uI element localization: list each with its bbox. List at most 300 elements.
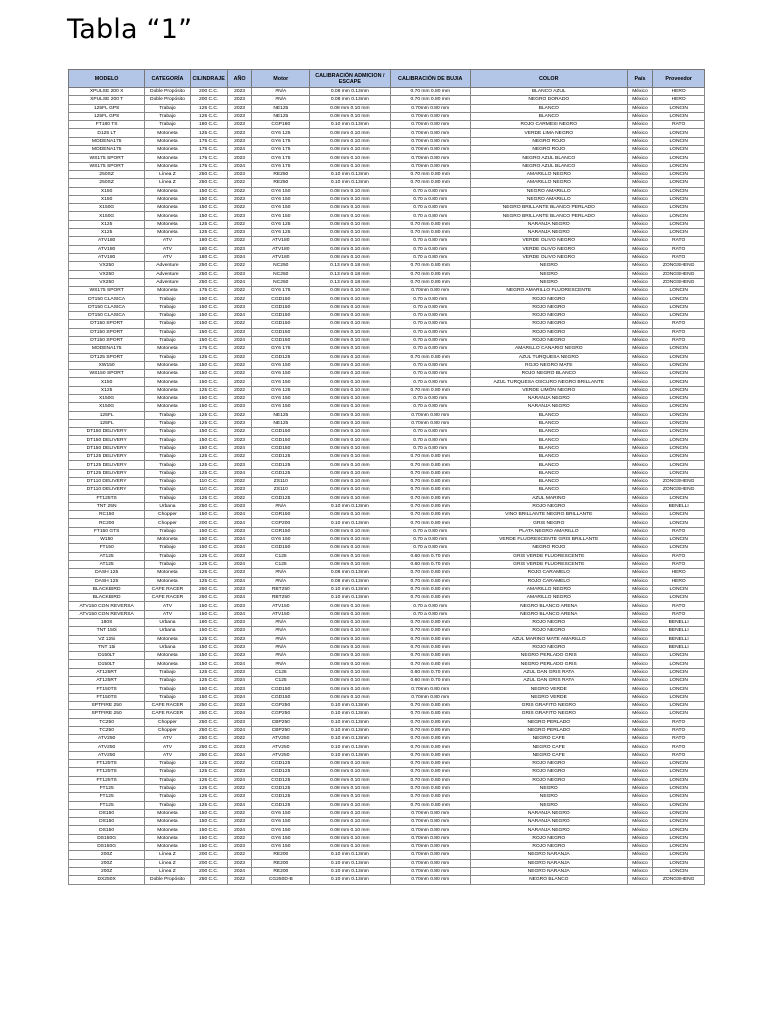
- cell-calibracion-admicion: 0.08 mm 0.10 mm: [310, 494, 390, 502]
- cell-proveedor: LONCIN: [653, 146, 705, 154]
- cell-motor: CGD150: [252, 444, 310, 452]
- cell-pais: México: [627, 560, 653, 568]
- cell-motor: GY6 175: [252, 154, 310, 162]
- cell-motor: NE125: [252, 104, 310, 112]
- cell-modelo: DASH 125: [69, 569, 145, 577]
- cell-anio: 2024: [227, 146, 252, 154]
- cell-pais: México: [627, 195, 653, 203]
- cell-motor: CGD150: [252, 428, 310, 436]
- cell-cilindraje: 150 C.C.: [190, 212, 227, 220]
- cell-categoria: Trabajo: [145, 677, 190, 685]
- cell-color: ROJO NEGRO: [470, 502, 627, 510]
- cell-proveedor: LONCIN: [653, 428, 705, 436]
- cell-calibracion-admicion: 0.08 mm 0.10 mm: [310, 345, 390, 353]
- cell-motor: ATV180: [252, 253, 310, 261]
- cell-anio: 2024: [227, 544, 252, 552]
- cell-modelo: ATV250: [69, 735, 145, 743]
- cell-cilindraje: 150 C.C.: [190, 834, 227, 842]
- cell-color: GRIS VERDE FLUORESCENTE: [470, 552, 627, 560]
- cell-color: ROJO NEGRO: [470, 320, 627, 328]
- table-row: [69, 436, 705, 444]
- cell-motor: GY6 150: [252, 394, 310, 402]
- cell-anio: 2022: [227, 370, 252, 378]
- cell-pais: México: [627, 776, 653, 784]
- cell-calibracion-bujia: 0.70 a 0.80 mm: [390, 195, 470, 203]
- cell-calibracion-bujia: 0.70 mm 0.80 mm: [390, 477, 470, 485]
- cell-modelo: MODENA175: [69, 345, 145, 353]
- cell-motor: NC250: [252, 278, 310, 286]
- cell-color: NEGRO PERLADO: [470, 718, 627, 726]
- cell-motor: #N/A: [252, 619, 310, 627]
- cell-pais: México: [627, 345, 653, 353]
- cell-pais: México: [627, 104, 653, 112]
- cell-categoria: ATV: [145, 751, 190, 759]
- table-row: [69, 735, 705, 743]
- cell-calibracion-admicion: 0.10 mm 0.13mm: [310, 710, 390, 718]
- cell-categoria: Adventure: [145, 278, 190, 286]
- cell-pais: México: [627, 486, 653, 494]
- cell-pais: México: [627, 569, 653, 577]
- cell-pais: México: [627, 461, 653, 469]
- cell-motor: C125: [252, 677, 310, 685]
- cell-cilindraje: 200 C.C.: [190, 519, 227, 527]
- cell-anio: 2023: [227, 212, 252, 220]
- cell-calibracion-bujia: 0.70mm 0.80 mm: [390, 129, 470, 137]
- cell-calibracion-bujia: 0.70 mm 0.80 mm: [390, 751, 470, 759]
- cell-calibracion-admicion: 0.08 mm 0.10 mm: [310, 187, 390, 195]
- table-row: [69, 834, 705, 842]
- table-row: [69, 245, 705, 253]
- cell-cilindraje: 250 C.C.: [190, 594, 227, 602]
- cell-categoria: Trabajo: [145, 104, 190, 112]
- cell-calibracion-admicion: 0.08 mm 0.10 mm: [310, 204, 390, 212]
- cell-motor: CGD150: [252, 328, 310, 336]
- cell-modelo: DT125 DELIVERY: [69, 461, 145, 469]
- cell-proveedor: LONCIN: [653, 701, 705, 709]
- cell-anio: 2022: [227, 187, 252, 195]
- table-row: [69, 195, 705, 203]
- cell-pais: México: [627, 245, 653, 253]
- cell-anio: 2022: [227, 386, 252, 394]
- table-row: [69, 170, 705, 178]
- cell-color: NEGRO CAFE: [470, 751, 627, 759]
- table-row: [69, 610, 705, 618]
- cell-calibracion-admicion: 0.08 mm 0.13mm: [310, 88, 390, 96]
- cell-pais: México: [627, 851, 653, 859]
- cell-modelo: X150G: [69, 212, 145, 220]
- cell-color: NEGRO BLANCO: [470, 876, 627, 884]
- cell-calibracion-bujia: 0.70 mm 0.80 mm: [390, 486, 470, 494]
- cell-modelo: DT150 DELIVERY: [69, 444, 145, 452]
- cell-color: NEGRO AMARILLO: [470, 195, 627, 203]
- cell-motor: ATV180: [252, 245, 310, 253]
- cell-motor: GY6 150: [252, 826, 310, 834]
- cell-proveedor: ZONGSHENG: [653, 477, 705, 485]
- cell-calibracion-admicion: 0.08 mm 0.10 mm: [310, 237, 390, 245]
- cell-color: ROJO NEGRO: [470, 312, 627, 320]
- cell-motor: CGD125: [252, 494, 310, 502]
- cell-categoria: Trabajo: [145, 444, 190, 452]
- cell-color: NEGRO: [470, 278, 627, 286]
- cell-proveedor: LONCIN: [653, 760, 705, 768]
- table-row: [69, 577, 705, 585]
- table-row: [69, 685, 705, 693]
- cell-modelo: FT125: [69, 793, 145, 801]
- cell-motor: CGD150: [252, 544, 310, 552]
- cell-anio: 2023: [227, 195, 252, 203]
- cell-color: ROJO CARMESI NEGRO: [470, 121, 627, 129]
- table-row: [69, 121, 705, 129]
- table-row: [69, 88, 705, 96]
- cell-motor: GY6 175: [252, 146, 310, 154]
- cell-proveedor: RATO: [653, 735, 705, 743]
- cell-pais: México: [627, 320, 653, 328]
- cell-cilindraje: 150 C.C.: [190, 544, 227, 552]
- cell-anio: 2023: [227, 585, 252, 593]
- cell-categoria: ATV: [145, 743, 190, 751]
- cell-cilindraje: 250 C.C.: [190, 718, 227, 726]
- cell-modelo: XPULSE 200 X: [69, 88, 145, 96]
- cell-pais: México: [627, 112, 653, 120]
- table-row: [69, 635, 705, 643]
- cell-calibracion-bujia: 0.70 a 0.80 mm: [390, 204, 470, 212]
- cell-color: BLANCO: [470, 104, 627, 112]
- cell-modelo: DS150: [69, 809, 145, 817]
- cell-proveedor: LONCIN: [653, 494, 705, 502]
- cell-anio: 2023: [227, 668, 252, 676]
- cell-calibracion-bujia: 0.70 mm 0.80 mm: [390, 627, 470, 635]
- cell-anio: 2024: [227, 312, 252, 320]
- table-row: [69, 768, 705, 776]
- cell-color: NEGRO NARANJA: [470, 867, 627, 875]
- cell-modelo: AT125: [69, 560, 145, 568]
- cell-calibracion-admicion: 0.08 mm 0.10 mm: [310, 693, 390, 701]
- cell-modelo: TC250: [69, 726, 145, 734]
- cell-motor: ATV150: [252, 610, 310, 618]
- table-row: [69, 818, 705, 826]
- cell-motor: CGR150: [252, 527, 310, 535]
- cell-calibracion-bujia: 0.70 mm 0.80 mm: [390, 170, 470, 178]
- cell-calibracion-bujia: 0.70mm 0.80 mm: [390, 162, 470, 170]
- cell-calibracion-admicion: 0.08 mm 0.10 mm: [310, 818, 390, 826]
- cell-categoria: CAFE RACER: [145, 585, 190, 593]
- cell-calibracion-bujia: 0.70mm 0.80 mm: [390, 685, 470, 693]
- cell-calibracion-bujia: 0.70 a 0.80 mm: [390, 312, 470, 320]
- cell-calibracion-admicion: 0.08 mm 0.10 mm: [310, 394, 390, 402]
- cell-anio: 2023: [227, 619, 252, 627]
- cell-color: ROJO NEGRO: [470, 619, 627, 627]
- cell-pais: México: [627, 453, 653, 461]
- cell-calibracion-admicion: 0.08 mm 0.10 mm: [310, 536, 390, 544]
- cell-proveedor: LONCIN: [653, 295, 705, 303]
- cell-motor: CGD125: [252, 469, 310, 477]
- cell-proveedor: RATO: [653, 328, 705, 336]
- cell-calibracion-admicion: 0.08 mm 0.10 mm: [310, 312, 390, 320]
- cell-proveedor: LONCIN: [653, 162, 705, 170]
- table-row: [69, 154, 705, 162]
- cell-calibracion-admicion: 0.10 mm 0.13mm: [310, 859, 390, 867]
- cell-anio: 2024: [227, 826, 252, 834]
- cell-motor: CGD125: [252, 793, 310, 801]
- cell-motor: CGD125: [252, 353, 310, 361]
- cell-pais: México: [627, 536, 653, 544]
- cell-modelo: FT150TS: [69, 685, 145, 693]
- cell-pais: México: [627, 96, 653, 104]
- cell-calibracion-bujia: 0.70 a 0.80 mm: [390, 212, 470, 220]
- cell-modelo: FT125: [69, 784, 145, 792]
- cell-categoria: Adventure: [145, 262, 190, 270]
- cell-pais: México: [627, 336, 653, 344]
- cell-cilindraje: 125 C.C.: [190, 635, 227, 643]
- cell-modelo: DT150 SPORT: [69, 328, 145, 336]
- cell-anio: 2023: [227, 569, 252, 577]
- cell-modelo: 200Z: [69, 851, 145, 859]
- cell-cilindraje: 125 C.C.: [190, 677, 227, 685]
- cell-modelo: 125FL GPS: [69, 104, 145, 112]
- cell-calibracion-bujia: 0.70 mm 0.80 mm: [390, 801, 470, 809]
- cell-proveedor: RATO: [653, 121, 705, 129]
- cell-categoria: Línea Z: [145, 851, 190, 859]
- cell-categoria: Trabajo: [145, 527, 190, 535]
- cell-calibracion-bujia: 0.70 mm 0.80 mm: [390, 386, 470, 394]
- cell-cilindraje: 110 C.C.: [190, 486, 227, 494]
- cell-categoria: Doble Propósito: [145, 88, 190, 96]
- cell-proveedor: LONCIN: [653, 229, 705, 237]
- cell-anio: 2022: [227, 809, 252, 817]
- cell-modelo: ATV250: [69, 743, 145, 751]
- cell-motor: GY6 150: [252, 536, 310, 544]
- cell-modelo: MODENA175: [69, 146, 145, 154]
- cell-cilindraje: 250 C.C.: [190, 710, 227, 718]
- cell-cilindraje: 150 C.C.: [190, 195, 227, 203]
- cell-anio: 2024: [227, 677, 252, 685]
- cell-cilindraje: 250 C.C.: [190, 262, 227, 270]
- cell-calibracion-admicion: 0.08 mm 0.10 mm: [310, 320, 390, 328]
- cell-categoria: CAFE RACER: [145, 594, 190, 602]
- cell-calibracion-admicion: 0.08 mm 0.10 mm: [310, 403, 390, 411]
- cell-motor: CGD125: [252, 784, 310, 792]
- cell-calibracion-bujia: 0.70 mm 0.80 mm: [390, 710, 470, 718]
- cell-anio: 2023: [227, 859, 252, 867]
- cell-proveedor: BENELLI: [653, 643, 705, 651]
- cell-cilindraje: 250 C.C.: [190, 735, 227, 743]
- cell-pais: México: [627, 544, 653, 552]
- cell-motor: CGD150: [252, 295, 310, 303]
- cell-color: NEGRO CAFE: [470, 735, 627, 743]
- cell-anio: 2023: [227, 229, 252, 237]
- cell-cilindraje: 150 C.C.: [190, 818, 227, 826]
- cell-pais: México: [627, 303, 653, 311]
- cell-categoria: Motoneta: [145, 826, 190, 834]
- cell-cilindraje: 200 C.C.: [190, 96, 227, 104]
- cell-color: VERDE LIMÓN NEGRO: [470, 386, 627, 394]
- cell-motor: #N/A: [252, 88, 310, 96]
- cell-calibracion-admicion: 0.10 mm 0.13mm: [310, 594, 390, 602]
- cell-pais: México: [627, 253, 653, 261]
- cell-motor: GY6 150: [252, 403, 310, 411]
- cell-cilindraje: 150 C.C.: [190, 336, 227, 344]
- cell-motor: CGD125: [252, 776, 310, 784]
- cell-anio: 2022: [227, 179, 252, 187]
- cell-pais: México: [627, 660, 653, 668]
- cell-cilindraje: 150 C.C.: [190, 536, 227, 544]
- cell-proveedor: LONCIN: [653, 112, 705, 120]
- cell-pais: México: [627, 295, 653, 303]
- cell-color: GRIS VERDE FLUORESCENTE: [470, 560, 627, 568]
- cell-calibracion-bujia: 0.70 mm 0.80 mm: [390, 461, 470, 469]
- table-row: [69, 876, 705, 884]
- cell-motor: CGD125: [252, 461, 310, 469]
- cell-calibracion-bujia: 0.70mm 0.80 mm: [390, 104, 470, 112]
- cell-modelo: DT150 CLASICA: [69, 303, 145, 311]
- table-row: [69, 312, 705, 320]
- cell-color: BLANCO: [470, 461, 627, 469]
- cell-proveedor: RATO: [653, 726, 705, 734]
- cell-proveedor: RATO: [653, 320, 705, 328]
- cell-motor: #N/A: [252, 96, 310, 104]
- cell-categoria: Trabajo: [145, 461, 190, 469]
- cell-calibracion-bujia: 0.70 a 0.80 mm: [390, 536, 470, 544]
- table-row: [69, 229, 705, 237]
- cell-modelo: D150LT: [69, 660, 145, 668]
- cell-proveedor: LONCIN: [653, 544, 705, 552]
- cell-pais: México: [627, 610, 653, 618]
- cell-pais: México: [627, 146, 653, 154]
- cell-calibracion-bujia: 0.70 mm 0.80 mm: [390, 229, 470, 237]
- cell-color: AMARILLO NEGRO: [470, 594, 627, 602]
- header-calibracion-bujia: CALIBRACIÓN DE BUJIA: [390, 70, 470, 88]
- cell-pais: México: [627, 312, 653, 320]
- table-row: [69, 295, 705, 303]
- cell-calibracion-bujia: 0.60 mm 0.70 mm: [390, 668, 470, 676]
- cell-calibracion-bujia: 0.70 mm 0.80 mm: [390, 652, 470, 660]
- cell-proveedor: ZONGSHENG: [653, 278, 705, 286]
- cell-color: VERDE LIMA NEGRO: [470, 129, 627, 137]
- cell-calibracion-bujia: 0.70 mm 0.80 mm: [390, 784, 470, 792]
- cell-calibracion-admicion: 0.08 mm 0.10 mm: [310, 104, 390, 112]
- cell-categoria: ATV: [145, 610, 190, 618]
- cell-proveedor: LONCIN: [653, 511, 705, 519]
- cell-anio: 2022: [227, 494, 252, 502]
- cell-pais: México: [627, 701, 653, 709]
- header-categoria: CATEGORÍA: [145, 70, 190, 88]
- cell-categoria: Trabajo: [145, 469, 190, 477]
- cell-anio: 2023: [227, 743, 252, 751]
- cell-anio: 2023: [227, 627, 252, 635]
- cell-categoria: Motoneta: [145, 345, 190, 353]
- table-row: [69, 237, 705, 245]
- table-row: [69, 146, 705, 154]
- cell-proveedor: LONCIN: [653, 585, 705, 593]
- cell-motor: CGP250: [252, 710, 310, 718]
- cell-categoria: Motoneta: [145, 569, 190, 577]
- cell-calibracion-admicion: 0.08 mm 0.10 mm: [310, 253, 390, 261]
- cell-pais: México: [627, 386, 653, 394]
- cell-color: ROJO NEGRO MATE: [470, 361, 627, 369]
- cell-motor: NE125: [252, 411, 310, 419]
- cell-categoria: Trabajo: [145, 685, 190, 693]
- cell-pais: México: [627, 760, 653, 768]
- cell-modelo: DT150 SPORT: [69, 320, 145, 328]
- cell-color: NEGRO AZUL BLANCO: [470, 162, 627, 170]
- cell-categoria: ATV: [145, 735, 190, 743]
- cell-modelo: FT150: [69, 544, 145, 552]
- cell-categoria: Trabajo: [145, 494, 190, 502]
- cell-calibracion-bujia: 0.70 mm 0.80 mm: [390, 502, 470, 510]
- table-row: [69, 336, 705, 344]
- table-row: [69, 494, 705, 502]
- cell-motor: CGD150: [252, 336, 310, 344]
- cell-calibracion-bujia: 0.70 mm 0.80 mm: [390, 594, 470, 602]
- cell-color: ROJO NEGRO: [470, 776, 627, 784]
- cell-modelo: X125: [69, 229, 145, 237]
- cell-pais: México: [627, 212, 653, 220]
- cell-anio: 2024: [227, 610, 252, 618]
- cell-categoria: Línea Z: [145, 859, 190, 867]
- cell-cilindraje: 150 C.C.: [190, 303, 227, 311]
- cell-cilindraje: 125 C.C.: [190, 494, 227, 502]
- cell-anio: 2023: [227, 303, 252, 311]
- spec-table: [68, 69, 705, 885]
- cell-anio: 2023: [227, 436, 252, 444]
- cell-calibracion-bujia: 0.70 mm 0.80 mm: [390, 96, 470, 104]
- cell-motor: GY6 150: [252, 809, 310, 817]
- cell-proveedor: LONCIN: [653, 809, 705, 817]
- cell-calibracion-bujia: 0.70 mm 0.80 mm: [390, 793, 470, 801]
- cell-calibracion-bujia: 0.70 a 0.80 mm: [390, 187, 470, 195]
- cell-anio: 2023: [227, 112, 252, 120]
- cell-color: ROJO CARAMELO: [470, 577, 627, 585]
- cell-modelo: 200Z: [69, 867, 145, 875]
- cell-anio: 2022: [227, 784, 252, 792]
- cell-modelo: TNT 150i: [69, 627, 145, 635]
- cell-proveedor: BENELLI: [653, 627, 705, 635]
- table-row: [69, 602, 705, 610]
- cell-categoria: Urbana: [145, 643, 190, 651]
- cell-calibracion-bujia: 0.70 mm 0.80 mm: [390, 353, 470, 361]
- cell-cilindraje: 200 C.C.: [190, 851, 227, 859]
- cell-proveedor: HERO: [653, 96, 705, 104]
- cell-anio: 2024: [227, 726, 252, 734]
- cell-motor: GY6 150: [252, 204, 310, 212]
- cell-proveedor: LONCIN: [653, 519, 705, 527]
- cell-pais: México: [627, 328, 653, 336]
- cell-cilindraje: 150 C.C.: [190, 693, 227, 701]
- cell-categoria: Motoneta: [145, 652, 190, 660]
- cell-cilindraje: 200 C.C.: [190, 859, 227, 867]
- cell-cilindraje: 125 C.C.: [190, 760, 227, 768]
- cell-calibracion-admicion: 0.08 mm 0.10 mm: [310, 619, 390, 627]
- cell-proveedor: LONCIN: [653, 710, 705, 718]
- cell-calibracion-admicion: 0.08 mm 0.10 mm: [310, 378, 390, 386]
- cell-anio: 2024: [227, 253, 252, 261]
- cell-calibracion-bujia: 0.70 a 0.80 mm: [390, 394, 470, 402]
- cell-motor: GY6 125: [252, 129, 310, 137]
- cell-cilindraje: 150 C.C.: [190, 660, 227, 668]
- table-row: [69, 867, 705, 875]
- cell-modelo: DS150: [69, 826, 145, 834]
- table-row: [69, 262, 705, 270]
- cell-categoria: Chopper: [145, 519, 190, 527]
- cell-proveedor: RATO: [653, 336, 705, 344]
- cell-proveedor: LONCIN: [653, 594, 705, 602]
- cell-categoria: Motoneta: [145, 370, 190, 378]
- cell-pais: México: [627, 527, 653, 535]
- cell-calibracion-admicion: 0.08 mm 0.10 mm: [310, 444, 390, 452]
- cell-calibracion-bujia: 0.70 mm 0.80 mm: [390, 262, 470, 270]
- cell-anio: 2024: [227, 660, 252, 668]
- cell-modelo: SPTFIRE 250: [69, 701, 145, 709]
